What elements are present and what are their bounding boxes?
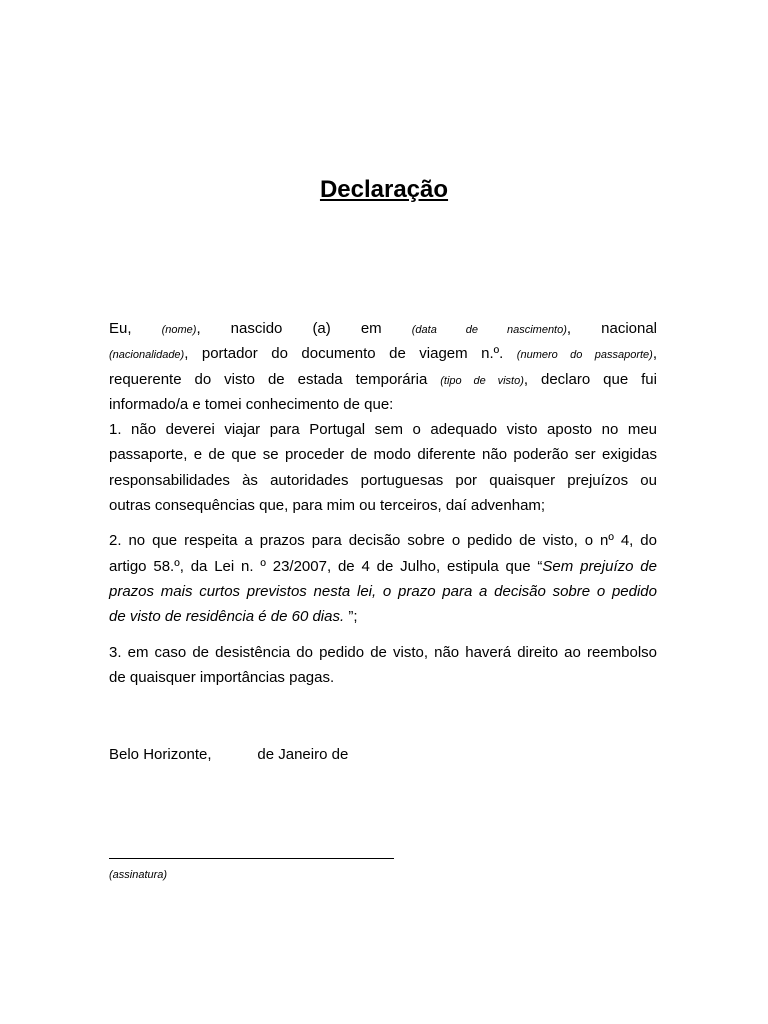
quote-end: de visto de residência é de 60 dias. xyxy=(109,608,345,626)
item-1-line-3: responsabilidades às autoridades portuguesas por quaisquer prejuízos ou xyxy=(109,471,657,489)
intro-line-3 xyxy=(109,367,657,392)
comma-text: , xyxy=(652,345,658,363)
eu-text: Eu, xyxy=(109,320,132,337)
intro-line-2 xyxy=(109,341,657,366)
nome-placeholder: (nome) xyxy=(161,324,197,336)
data-nascimento-placeholder: (data de nascimento) xyxy=(411,324,567,336)
requerente-text: requerente do visto de estada temporária xyxy=(109,370,428,388)
declaration-body xyxy=(109,316,657,690)
tipo-visto-placeholder: (tipo de visto) xyxy=(440,374,524,387)
signature-line xyxy=(109,858,394,859)
passaporte-placeholder: (numero do passaporte) xyxy=(516,349,653,362)
item-3-line-1: 3. em caso de desistência do pedido de visto, não haverá direito ao reembolso xyxy=(109,643,657,661)
item-3 xyxy=(109,640,657,691)
document-title: Declaração xyxy=(319,176,449,203)
item-2-line-3: prazos mais curtos previstos nesta lei, o prazo para a decisão sobre o pedido xyxy=(109,582,657,600)
item-1-line-4: outras consequências que, para mim ou terceiros, daí advenham; xyxy=(109,497,546,515)
nascido-text: , nascido (a) em xyxy=(196,320,382,337)
item-2 xyxy=(109,528,657,629)
intro-paragraph xyxy=(109,316,657,417)
declaro-text: , declaro que fui xyxy=(523,370,657,388)
nacional-text: , nacional xyxy=(566,320,658,337)
portador-text: , portador do documento de viagem n.º. xyxy=(184,345,504,363)
nacionalidade-placeholder: (nacionalidade) xyxy=(109,349,185,362)
item-2-line-1: 2. no que respeita a prazos para decisão sobre o pedido de visto, o nº 4, do xyxy=(109,532,657,550)
place-date: Belo Horizonte, de Janeiro de xyxy=(109,746,349,763)
item-1-line-2: passaporte, e de que se proceder de modo diferente não poderão ser exigidas xyxy=(109,446,657,464)
intro-line-1 xyxy=(109,316,657,341)
intro-line-4: informado/a e tomei conhecimento de que: xyxy=(109,395,394,413)
item-2-suffix: ”; xyxy=(344,608,358,626)
item-1 xyxy=(109,417,657,518)
item-3-line-2: de quaisquer importâncias pagas. xyxy=(109,668,335,686)
item-2-prefix: artigo 58.º, da Lei n. º 23/2007, de 4 de Julho, estipula que “ xyxy=(109,557,543,575)
item-2-line-2 xyxy=(109,554,657,579)
quote-start: Sem prejuízo de xyxy=(542,557,657,575)
item-2-line-4 xyxy=(109,604,657,629)
item-1-line-1: 1. não deverei viajar para Portugal sem o adequado visto aposto no meu xyxy=(109,421,657,439)
signature-label: (assinatura) xyxy=(109,869,168,881)
